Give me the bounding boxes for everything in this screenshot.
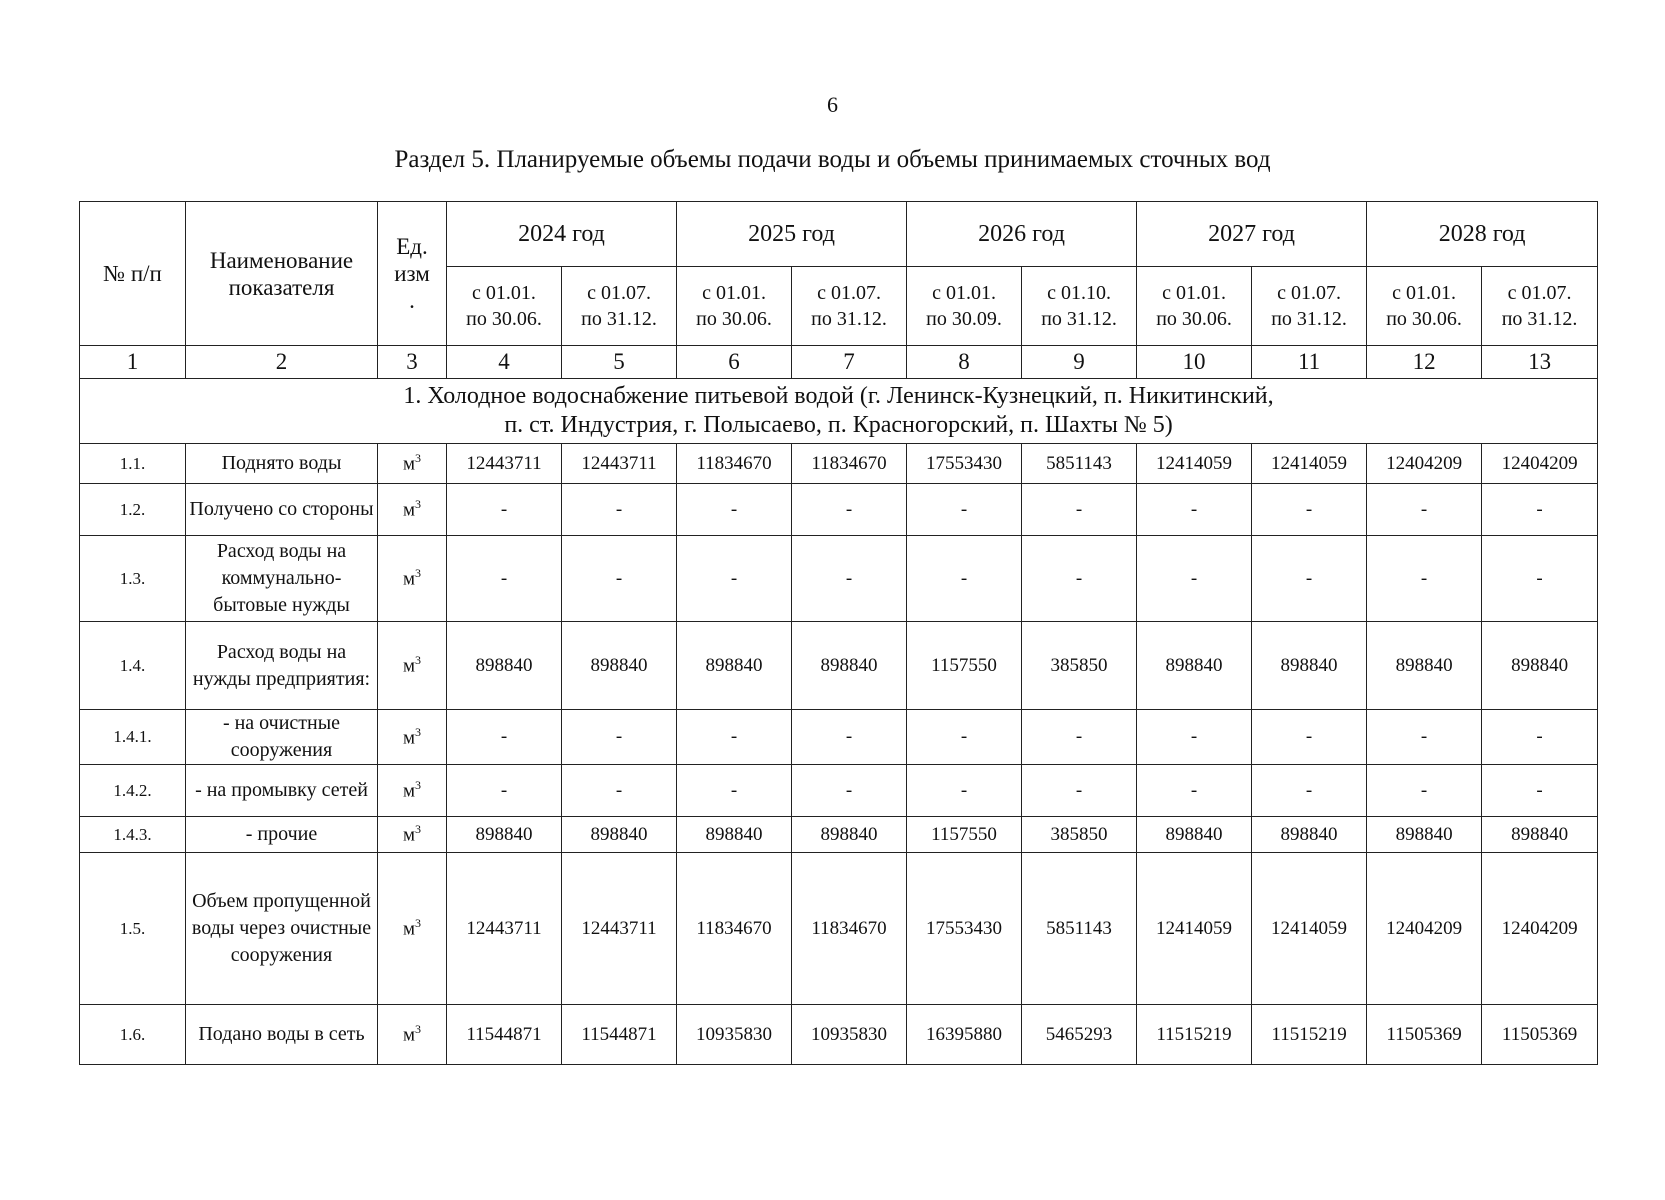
period-line: по 30.06. bbox=[1156, 308, 1232, 330]
row-value: 898840 bbox=[677, 817, 792, 853]
row-value: - bbox=[1252, 484, 1367, 536]
header-name: Наименование показателя bbox=[186, 202, 378, 346]
row-value: 385850 bbox=[1022, 817, 1137, 853]
row-value: - bbox=[1022, 484, 1137, 536]
row-unit bbox=[378, 444, 447, 484]
period-header bbox=[447, 267, 562, 346]
column-number: 5 bbox=[562, 346, 677, 379]
column-number: 4 bbox=[447, 346, 562, 379]
period-line: с 01.07. bbox=[1277, 282, 1341, 304]
row-value: 898840 bbox=[792, 817, 907, 853]
row-unit bbox=[378, 622, 447, 710]
unit-base: м bbox=[402, 499, 416, 521]
column-number: 6 bbox=[677, 346, 792, 379]
column-number: 13 bbox=[1482, 346, 1598, 379]
row-value: 898840 bbox=[1252, 622, 1367, 710]
row-unit bbox=[378, 484, 447, 536]
row-value: - bbox=[447, 765, 562, 817]
row-name: Получено со стороны bbox=[186, 484, 378, 536]
row-name: - прочие bbox=[186, 817, 378, 853]
row-value: 898840 bbox=[1252, 817, 1367, 853]
row-value: 898840 bbox=[1137, 817, 1252, 853]
row-value: 17553430 bbox=[907, 853, 1022, 1005]
header-unit-line2: изм bbox=[394, 261, 430, 286]
column-number: 9 bbox=[1022, 346, 1137, 379]
period-header bbox=[562, 267, 677, 346]
row-value: 11834670 bbox=[792, 853, 907, 1005]
table-row bbox=[80, 1005, 1598, 1065]
row-unit bbox=[378, 536, 447, 622]
row-value: - bbox=[562, 536, 677, 622]
row-value: 12443711 bbox=[447, 444, 562, 484]
year-header-row bbox=[80, 202, 1598, 267]
table-row bbox=[80, 710, 1598, 765]
row-value: - bbox=[677, 765, 792, 817]
row-unit bbox=[378, 765, 447, 817]
row-value: 898840 bbox=[447, 817, 562, 853]
row-value: - bbox=[1137, 765, 1252, 817]
column-number-row bbox=[80, 346, 1598, 379]
row-value: 11505369 bbox=[1482, 1005, 1598, 1065]
row-value: 898840 bbox=[677, 622, 792, 710]
row-value: - bbox=[907, 765, 1022, 817]
unit-base: м bbox=[402, 655, 416, 677]
year-header: 2025 год bbox=[677, 202, 907, 267]
row-value: 1157550 bbox=[907, 817, 1022, 853]
unit-base: м bbox=[402, 824, 416, 846]
period-line: с 01.01. bbox=[932, 282, 996, 304]
column-number: 2 bbox=[186, 346, 378, 379]
row-value: 12404209 bbox=[1482, 444, 1598, 484]
row-value: 898840 bbox=[1137, 622, 1252, 710]
period-header bbox=[677, 267, 792, 346]
unit-exponent: 3 bbox=[415, 916, 422, 931]
row-value: 11834670 bbox=[792, 444, 907, 484]
row-value: - bbox=[907, 710, 1022, 765]
row-value: - bbox=[677, 710, 792, 765]
row-value: - bbox=[1367, 536, 1482, 622]
row-value: - bbox=[907, 536, 1022, 622]
row-value: 12414059 bbox=[1252, 853, 1367, 1005]
row-value: 385850 bbox=[1022, 622, 1137, 710]
row-name: - на промывку сетей bbox=[186, 765, 378, 817]
unit-exponent: 3 bbox=[415, 822, 422, 837]
row-number: 1.4.2. bbox=[80, 765, 186, 817]
row-value: 16395880 bbox=[907, 1005, 1022, 1065]
row-value: - bbox=[447, 536, 562, 622]
row-value: 12404209 bbox=[1367, 444, 1482, 484]
unit-exponent: 3 bbox=[415, 566, 422, 581]
period-line: по 30.09. bbox=[926, 308, 1002, 330]
table-row bbox=[80, 444, 1598, 484]
table-row bbox=[80, 765, 1598, 817]
row-value: - bbox=[1022, 765, 1137, 817]
row-value: - bbox=[447, 710, 562, 765]
column-number: 8 bbox=[907, 346, 1022, 379]
row-value: 898840 bbox=[562, 622, 677, 710]
row-unit bbox=[378, 710, 447, 765]
row-value: 898840 bbox=[1367, 817, 1482, 853]
row-value: 11834670 bbox=[677, 444, 792, 484]
row-value: 10935830 bbox=[792, 1005, 907, 1065]
period-header bbox=[907, 267, 1022, 346]
row-value: 11834670 bbox=[677, 853, 792, 1005]
row-value: - bbox=[792, 536, 907, 622]
row-value: 11544871 bbox=[447, 1005, 562, 1065]
unit-exponent: 3 bbox=[415, 1022, 422, 1037]
page-number: 6 bbox=[827, 92, 838, 117]
row-value: 17553430 bbox=[907, 444, 1022, 484]
row-value: 5851143 bbox=[1022, 853, 1137, 1005]
section-title: Раздел 5. Планируемые объемы подачи воды и объемы принимаемых сточных вод bbox=[394, 146, 1271, 173]
row-value: - bbox=[792, 710, 907, 765]
row-value: 5465293 bbox=[1022, 1005, 1137, 1065]
header-unit-line3: . bbox=[409, 288, 415, 313]
row-value: 12443711 bbox=[562, 444, 677, 484]
row-unit bbox=[378, 817, 447, 853]
row-number: 1.4. bbox=[80, 622, 186, 710]
row-number: 1.5. bbox=[80, 853, 186, 1005]
header-num: № п/п bbox=[80, 202, 186, 346]
period-header bbox=[1367, 267, 1482, 346]
unit-exponent: 3 bbox=[415, 497, 422, 512]
unit-base: м bbox=[402, 780, 416, 802]
row-number: 1.4.3. bbox=[80, 817, 186, 853]
row-value: 11544871 bbox=[562, 1005, 677, 1065]
period-header bbox=[792, 267, 907, 346]
row-number: 1.6. bbox=[80, 1005, 186, 1065]
row-value: - bbox=[1022, 710, 1137, 765]
row-value: 11505369 bbox=[1367, 1005, 1482, 1065]
period-line: по 31.12. bbox=[1271, 308, 1347, 330]
unit-exponent: 3 bbox=[415, 778, 422, 793]
row-name: Расход воды на коммунально-бытовые нужды bbox=[186, 536, 378, 622]
row-value: - bbox=[792, 484, 907, 536]
row-value: 12414059 bbox=[1137, 444, 1252, 484]
unit-base: м bbox=[402, 453, 416, 475]
unit-base: м bbox=[402, 918, 416, 940]
period-line: по 31.12. bbox=[581, 308, 657, 330]
row-value: 898840 bbox=[1367, 622, 1482, 710]
table-row bbox=[80, 853, 1598, 1005]
section-heading bbox=[80, 379, 1598, 444]
column-number: 10 bbox=[1137, 346, 1252, 379]
row-number: 1.1. bbox=[80, 444, 186, 484]
column-number: 12 bbox=[1367, 346, 1482, 379]
unit-base: м bbox=[402, 1024, 416, 1046]
section-heading-line1: 1. Холодное водоснабжение питьевой водой (г. Ленинск-Кузнецкий, п. Никитинский, bbox=[403, 383, 1274, 409]
period-line: с 01.07. bbox=[1507, 282, 1572, 304]
row-value: - bbox=[1252, 710, 1367, 765]
period-line: с 01.01. bbox=[702, 282, 766, 304]
table-row bbox=[80, 536, 1598, 622]
row-name: Поднято воды bbox=[186, 444, 378, 484]
row-name: - на очистные сооружения bbox=[186, 710, 378, 765]
column-number: 7 bbox=[792, 346, 907, 379]
period-line: с 01.07. bbox=[587, 282, 651, 304]
row-value: - bbox=[1482, 710, 1598, 765]
row-value: - bbox=[1367, 484, 1482, 536]
column-number: 3 bbox=[378, 346, 447, 379]
column-number: 1 bbox=[80, 346, 186, 379]
row-value: 11515219 bbox=[1137, 1005, 1252, 1065]
period-line: с 01.10. bbox=[1047, 282, 1111, 304]
table-row bbox=[80, 622, 1598, 710]
unit-exponent: 3 bbox=[415, 724, 422, 739]
period-line: по 30.06. bbox=[1386, 308, 1462, 330]
unit-base: м bbox=[402, 568, 416, 590]
section-heading-line2: п. ст. Индустрия, г. Полысаево, п. Красногорский, п. Шахты № 5) bbox=[504, 412, 1173, 438]
row-value: 11515219 bbox=[1252, 1005, 1367, 1065]
row-value: - bbox=[1252, 765, 1367, 817]
header-unit-line1: Ед. bbox=[396, 234, 428, 259]
row-value: - bbox=[1367, 765, 1482, 817]
period-line: по 31.12. bbox=[1041, 308, 1117, 330]
unit-exponent: 3 bbox=[415, 451, 422, 466]
header-unit bbox=[378, 202, 447, 346]
row-value: 12443711 bbox=[562, 853, 677, 1005]
period-header bbox=[1252, 267, 1367, 346]
period-line: с 01.07. bbox=[817, 282, 881, 304]
row-value: 10935830 bbox=[677, 1005, 792, 1065]
row-number: 1.3. bbox=[80, 536, 186, 622]
year-header: 2024 год bbox=[447, 202, 677, 267]
row-value: - bbox=[1137, 536, 1252, 622]
row-name: Объем пропущенной воды через очистные сооружения bbox=[186, 853, 378, 1005]
row-value: 898840 bbox=[1482, 817, 1598, 853]
period-header bbox=[1022, 267, 1137, 346]
row-value: 12404209 bbox=[1482, 853, 1598, 1005]
row-value: 898840 bbox=[447, 622, 562, 710]
row-unit bbox=[378, 853, 447, 1005]
row-value: - bbox=[1137, 484, 1252, 536]
row-value: - bbox=[447, 484, 562, 536]
period-line: с 01.01. bbox=[472, 282, 536, 304]
row-value: - bbox=[1482, 765, 1598, 817]
table-row bbox=[80, 484, 1598, 536]
row-value: 12414059 bbox=[1137, 853, 1252, 1005]
period-line: с 01.01. bbox=[1162, 282, 1226, 304]
row-value: - bbox=[1252, 536, 1367, 622]
period-line: по 31.12. bbox=[1501, 308, 1578, 330]
unit-exponent: 3 bbox=[415, 653, 422, 668]
row-value: - bbox=[792, 765, 907, 817]
period-header bbox=[1482, 267, 1598, 346]
row-value: - bbox=[562, 484, 677, 536]
row-value: - bbox=[1022, 536, 1137, 622]
row-value: - bbox=[1482, 484, 1598, 536]
section-row bbox=[80, 379, 1598, 444]
year-header: 2028 год bbox=[1367, 202, 1598, 267]
row-value: - bbox=[1482, 536, 1598, 622]
row-value: 898840 bbox=[792, 622, 907, 710]
row-value: - bbox=[1367, 710, 1482, 765]
table-row bbox=[80, 817, 1598, 853]
period-line: по 31.12. bbox=[811, 308, 887, 330]
row-value: - bbox=[677, 484, 792, 536]
row-value: - bbox=[907, 484, 1022, 536]
row-value: - bbox=[562, 710, 677, 765]
row-number: 1.2. bbox=[80, 484, 186, 536]
row-value: 12414059 bbox=[1252, 444, 1367, 484]
row-value: 12404209 bbox=[1367, 853, 1482, 1005]
period-line: по 30.06. bbox=[696, 308, 772, 330]
period-line: по 30.06. bbox=[466, 308, 542, 330]
water-volume-table bbox=[79, 201, 1598, 1065]
row-number: 1.4.1. bbox=[80, 710, 186, 765]
row-name: Подано воды в сеть bbox=[186, 1005, 378, 1065]
row-value: 1157550 bbox=[907, 622, 1022, 710]
row-value: - bbox=[677, 536, 792, 622]
row-value: - bbox=[1137, 710, 1252, 765]
unit-base: м bbox=[402, 727, 416, 749]
period-header bbox=[1137, 267, 1252, 346]
row-value: - bbox=[562, 765, 677, 817]
row-name: Расход воды на нужды предприятия: bbox=[186, 622, 378, 710]
year-header: 2027 год bbox=[1137, 202, 1367, 267]
column-number: 11 bbox=[1252, 346, 1367, 379]
year-header: 2026 год bbox=[907, 202, 1137, 267]
row-value: 5851143 bbox=[1022, 444, 1137, 484]
row-value: 898840 bbox=[1482, 622, 1598, 710]
row-value: 12443711 bbox=[447, 853, 562, 1005]
period-line: с 01.01. bbox=[1392, 282, 1456, 304]
row-unit bbox=[378, 1005, 447, 1065]
row-value: 898840 bbox=[562, 817, 677, 853]
